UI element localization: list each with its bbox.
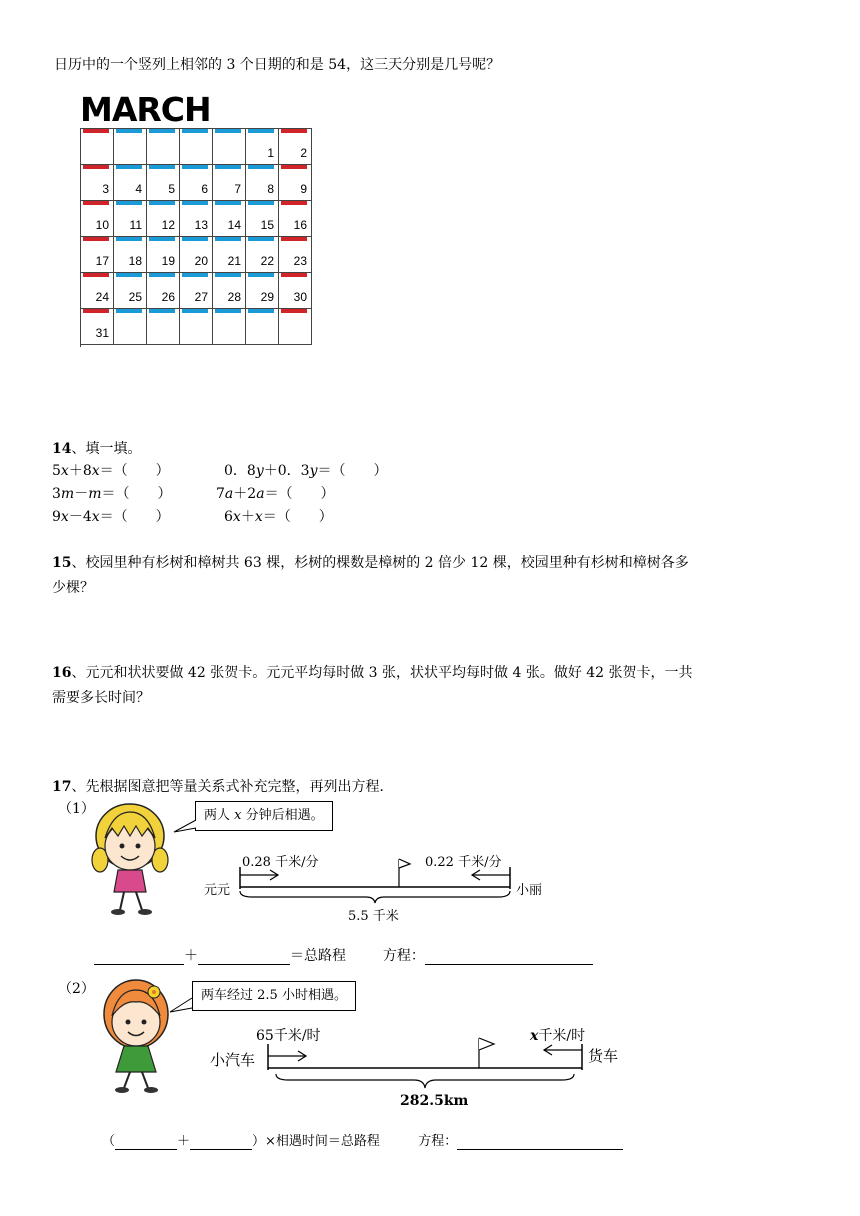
- p2-eq-open: （: [102, 1134, 116, 1149]
- calendar-cell-tab: [281, 129, 307, 133]
- calendar-date: 29: [260, 290, 274, 304]
- calendar-cell: [147, 201, 180, 237]
- calendar-cell-tab: [182, 273, 208, 277]
- calendar-cell-tab: [149, 129, 175, 133]
- p1-equation: [94, 945, 593, 965]
- calendar-cell-tab: [215, 201, 241, 205]
- q17-part1-label: （1）: [58, 801, 95, 817]
- q16-text: 、元元和状状要做 42 张贺卡。元元平均每时做 3 张，状状平均每时做 4 张。做好 42 张贺卡，一共: [71, 665, 693, 681]
- q14-item-part: m: [88, 486, 102, 502]
- calendar-cell-tab: [248, 273, 274, 277]
- calendar-cell: [213, 129, 246, 165]
- calendar-cell: [180, 237, 213, 273]
- calendar-date: 2: [300, 146, 307, 160]
- p2-distance: 282.5km: [400, 1093, 469, 1109]
- q14-item-part: m: [60, 486, 75, 502]
- calendar-date: 18: [128, 254, 142, 268]
- calendar-cell-tab: [182, 201, 208, 205]
- calendar-cell: [147, 273, 180, 309]
- q14-item[interactable]: [52, 483, 171, 503]
- q14-item-part: 9: [52, 509, 61, 525]
- q14-heading: [52, 438, 141, 458]
- calendar-date: 10: [95, 218, 109, 232]
- q14-item-part: ＝（ ）: [99, 509, 170, 525]
- bubble-1-pre: 两人: [204, 808, 231, 823]
- q17-heading: [52, 776, 393, 796]
- calendar-date: 15: [260, 218, 274, 232]
- q14-item-part: 0．8: [224, 463, 256, 479]
- q14-item-part: x: [60, 509, 69, 525]
- calendar-cell-tab: [149, 201, 175, 205]
- p2-equation: [102, 1130, 623, 1150]
- calendar-cell: [81, 309, 114, 345]
- calendar-cell-tab: [215, 237, 241, 241]
- calendar-cell-tab: [248, 165, 274, 169]
- calendar-date: 1: [267, 146, 274, 160]
- p2-line-diagram: [262, 1036, 592, 1094]
- q14-item-part: x: [91, 463, 100, 479]
- calendar-date: 23: [293, 254, 307, 268]
- calendar-date: 9: [300, 182, 307, 196]
- calendar-cell: [147, 237, 180, 273]
- calendar-date: 6: [201, 182, 208, 196]
- calendar-cell-tab: [116, 273, 142, 277]
- p1-eq-plus: ＋: [184, 948, 198, 964]
- q16-number: 16: [52, 665, 72, 681]
- q14-item[interactable]: [52, 460, 170, 480]
- p1-left-name: 元元: [204, 883, 231, 898]
- calendar-cell: [147, 309, 180, 345]
- calendar-title: MARCH: [80, 90, 211, 129]
- calendar-date: 13: [194, 218, 208, 232]
- calendar-cell-tab: [215, 273, 241, 277]
- calendar-cell-tab: [248, 201, 274, 205]
- calendar-cell-tab: [83, 309, 109, 313]
- q14-item-part: ＋8: [68, 463, 92, 479]
- bubble-1-tail: [172, 818, 198, 834]
- calendar-cell: [213, 201, 246, 237]
- p1-eq-rest: ＝总路程: [290, 948, 346, 964]
- p1-eq-label: 方程：: [382, 948, 425, 964]
- calendar-cell-tab: [149, 309, 175, 313]
- girl-redhead-illustration: [96, 976, 176, 1096]
- calendar-date: 11: [129, 218, 142, 232]
- calendar-cell-tab: [116, 309, 142, 313]
- q14-item-part: －4: [68, 509, 92, 525]
- calendar-cell-tab: [182, 129, 208, 133]
- p1-right-speed: 0.22 千米/分: [425, 855, 502, 870]
- calendar-date: 8: [267, 182, 274, 196]
- calendar-cell: [180, 129, 213, 165]
- p1-blank-1[interactable]: [94, 948, 184, 965]
- q17-number: 17: [52, 779, 72, 795]
- q14-item-part: x: [60, 463, 69, 479]
- calendar-date: 7: [234, 182, 241, 196]
- calendar-cell: [213, 165, 246, 201]
- calendar-cell: [246, 201, 279, 237]
- calendar-cell: [114, 273, 147, 309]
- p1-distance: 5.5 千米: [348, 909, 399, 924]
- calendar-cell: [246, 273, 279, 309]
- q14-item-part: x: [232, 509, 241, 525]
- q14-item-part: 7: [216, 486, 225, 502]
- calendar-cell-tab: [149, 273, 175, 277]
- calendar-cell: [180, 165, 213, 201]
- q14-item-part: a: [256, 486, 265, 502]
- q14-item-part: y: [309, 463, 318, 479]
- calendar-cell: [180, 273, 213, 309]
- speech-bubble-1: [195, 801, 333, 831]
- p1-left-speed: 0.28 千米/分: [242, 855, 319, 870]
- calendar-cell-tab: [149, 165, 175, 169]
- q14-item-part: ＝（ ）: [264, 486, 335, 502]
- p1-blank-2[interactable]: [198, 948, 290, 965]
- q16-line2: 需要多长时间？: [52, 690, 150, 706]
- calendar-cell: [114, 237, 147, 273]
- calendar-cell-tab: [83, 165, 109, 169]
- calendar-cell-tab: [215, 309, 241, 313]
- q14-item-part: ＝（ ）: [262, 509, 333, 525]
- calendar-cell-tab: [281, 237, 307, 241]
- calendar-cell-tab: [116, 201, 142, 205]
- bubble-2-tail: [168, 996, 194, 1014]
- girl-blonde-illustration: [88, 800, 178, 918]
- calendar-cell-tab: [83, 237, 109, 241]
- calendar-date: 16: [293, 218, 307, 232]
- q14-title: 、填一填。: [71, 441, 142, 457]
- calendar-cell: [279, 237, 312, 273]
- calendar-cell-tab: [83, 273, 109, 277]
- q14-number: 14: [52, 441, 72, 457]
- calendar-cell: [114, 129, 147, 165]
- calendar-date: 17: [95, 254, 109, 268]
- q14-item[interactable]: [52, 506, 170, 526]
- q14-item-part: ＝（ ）: [101, 486, 172, 502]
- calendar-cell: [114, 309, 147, 345]
- q17-part2-label: （2）: [58, 981, 95, 997]
- p2-blank-1[interactable]: [115, 1134, 177, 1150]
- calendar-date: 26: [161, 290, 175, 304]
- calendar-date: 3: [102, 182, 109, 196]
- q14-item-part: ＝（ ）: [99, 463, 170, 479]
- calendar-cell-tab: [149, 237, 175, 241]
- calendar-date: 27: [194, 290, 208, 304]
- calendar-cell-tab: [116, 237, 142, 241]
- calendar-cell-tab: [182, 165, 208, 169]
- calendar-cell: [246, 165, 279, 201]
- calendar-cell: [81, 129, 114, 165]
- calendar-cell: [81, 165, 114, 201]
- calendar-cell-tab: [248, 309, 274, 313]
- calendar-cell-tab: [83, 201, 109, 205]
- bubble-1-post: 分钟后相遇。: [245, 808, 324, 823]
- intro-question: 日历中的一个竖列上相邻的 3 个日期的和是 54，这三天分别是几号呢？: [54, 57, 501, 73]
- calendar-cell-tab: [248, 237, 274, 241]
- calendar-cell-tab: [248, 129, 274, 133]
- p2-blank-2[interactable]: [190, 1134, 252, 1150]
- calendar-cell-tab: [215, 165, 241, 169]
- calendar-cell: [81, 273, 114, 309]
- q16-line1: [52, 662, 693, 682]
- calendar-date: 4: [135, 182, 142, 196]
- calendar-date: 21: [227, 254, 241, 268]
- p2-eq-plus: ＋: [177, 1134, 191, 1149]
- calendar-date: 12: [161, 218, 175, 232]
- p2-equation-blank[interactable]: [457, 1134, 623, 1150]
- calendar-cell-tab: [281, 273, 307, 277]
- q15-text: 、校园里种有杉树和樟树共 63 棵，杉树的棵数是樟树的 2 倍少 12 棵，校园里种有杉树和樟树各多: [71, 555, 689, 571]
- calendar-cell-tab: [281, 309, 307, 313]
- calendar-cell-tab: [116, 129, 142, 133]
- q15-number: 15: [52, 555, 72, 571]
- q14-item-part: 3: [52, 486, 61, 502]
- q14-item-part: 5: [52, 463, 61, 479]
- calendar-cell: [279, 129, 312, 165]
- calendar-date: 25: [128, 290, 142, 304]
- calendar-cell-tab: [83, 129, 109, 133]
- calendar-date: 24: [95, 290, 109, 304]
- p2-left-speed: 65千米/时: [256, 1028, 321, 1044]
- calendar-date: 20: [194, 254, 208, 268]
- p2-left-name: 小汽车: [210, 1051, 256, 1069]
- p2-right-var: x: [530, 1028, 539, 1044]
- q14-item-part: －: [74, 486, 89, 502]
- q14-item-part: ＝（ ）: [317, 463, 388, 479]
- q14-item[interactable]: [224, 506, 333, 526]
- calendar-cell-tab: [182, 309, 208, 313]
- q14-item-part: 6: [224, 509, 233, 525]
- p2-eq-rest: ）×相遇时间＝总路程: [252, 1134, 380, 1149]
- calendar-cell: [114, 165, 147, 201]
- calendar-date: 30: [293, 290, 307, 304]
- p1-line-diagram: [232, 855, 522, 915]
- calendar-cell: [279, 201, 312, 237]
- q14-item-part: y: [255, 463, 264, 479]
- q14-item[interactable]: [224, 460, 388, 480]
- q14-item-part: x: [254, 509, 263, 525]
- q15-line2: 少棵？: [52, 580, 94, 596]
- q14-item[interactable]: [216, 483, 335, 503]
- calendar-cell: [81, 201, 114, 237]
- bubble-1-var: x: [234, 808, 242, 823]
- calendar-cell-tab: [281, 201, 307, 205]
- calendar-date: 28: [227, 290, 241, 304]
- calendar-cell: [180, 201, 213, 237]
- calendar-cell: [279, 309, 312, 345]
- calendar-cell-tab: [182, 237, 208, 241]
- calendar-cell: [81, 237, 114, 273]
- calendar-cell: [147, 165, 180, 201]
- calendar-cell: [279, 273, 312, 309]
- p2-eq-label: 方程：: [418, 1134, 458, 1149]
- calendar-grid: [80, 128, 312, 347]
- calendar-date: 22: [260, 254, 274, 268]
- calendar-cell: [213, 273, 246, 309]
- q14-item-part: a: [224, 486, 234, 502]
- q14-item-part: ＋2: [233, 486, 257, 502]
- q14-item-part: ＋0．3: [263, 463, 310, 479]
- q14-item-part: x: [91, 509, 100, 525]
- calendar-cell: [246, 237, 279, 273]
- calendar-cell-tab: [281, 165, 307, 169]
- calendar-cell-tab: [215, 129, 241, 133]
- calendar-cell: [180, 309, 213, 345]
- p2-right-speed-unit: 千米/时: [538, 1028, 586, 1044]
- q15-line1: [52, 552, 689, 572]
- calendar-cell: [213, 237, 246, 273]
- calendar-date: 19: [161, 254, 175, 268]
- calendar-date: 31: [95, 326, 109, 340]
- calendar-cell: [246, 309, 279, 345]
- calendar-cell: [114, 201, 147, 237]
- speech-bubble-2: 两车经过 2.5 小时相遇。: [192, 981, 356, 1011]
- calendar-cell: [246, 129, 279, 165]
- q17-title: 、先根据图意把等量关系式补充完整，再列出方程．: [71, 779, 394, 795]
- calendar-cell-tab: [116, 165, 142, 169]
- calendar-cell: [147, 129, 180, 165]
- calendar-cell: [213, 309, 246, 345]
- p2-right-name: 货车: [588, 1047, 619, 1065]
- calendar-date: 14: [227, 218, 241, 232]
- calendar-date: 5: [168, 182, 175, 196]
- calendar-cell: [279, 165, 312, 201]
- q14-item-part: ＋: [240, 509, 255, 525]
- p1-equation-blank[interactable]: [425, 948, 593, 965]
- p1-right-name: 小丽: [516, 883, 543, 898]
